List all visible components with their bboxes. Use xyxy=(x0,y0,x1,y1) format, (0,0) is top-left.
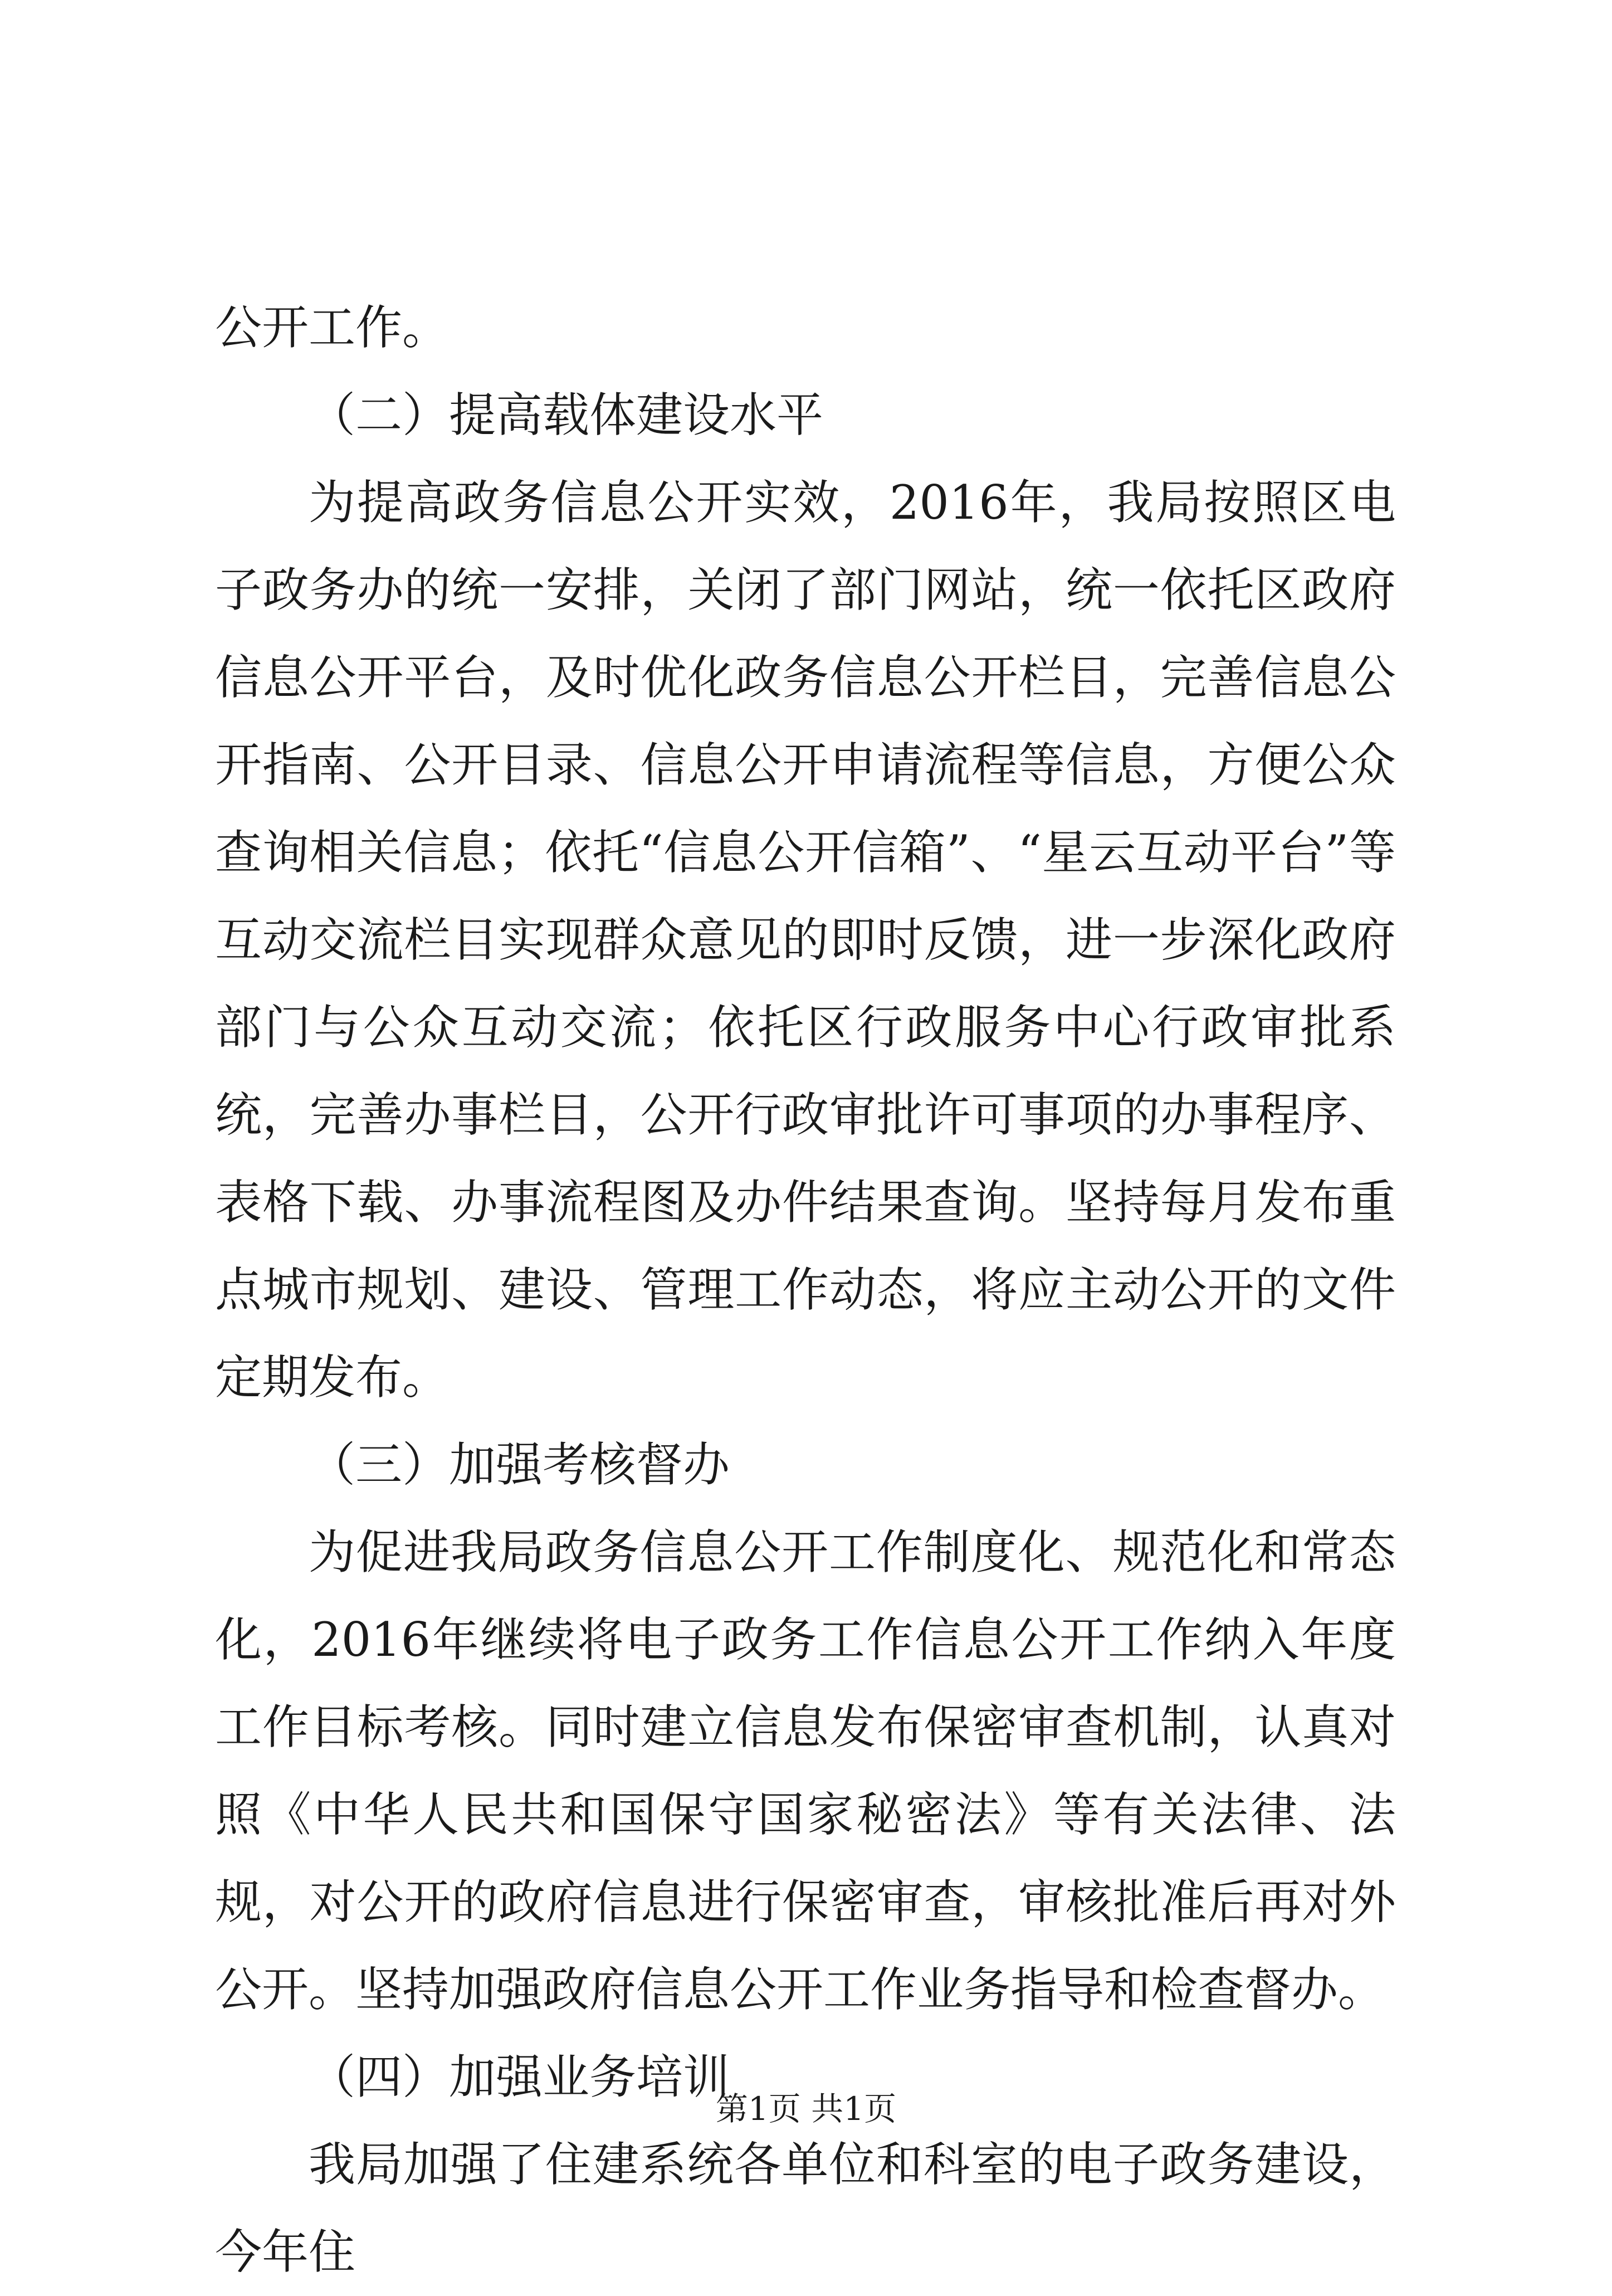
section-heading-2: （二）提高载体建设水平 xyxy=(309,388,824,442)
paragraph-continuation: 公开工作。 xyxy=(215,300,450,355)
section-heading-3: （三）加强考核督办 xyxy=(309,1437,730,1492)
section-heading-4: （四）加强业务培训 xyxy=(309,2050,730,2104)
document-body xyxy=(215,284,1396,2296)
page-number-label: 第1页 共1页 xyxy=(715,2090,897,2128)
paragraph-carrier-construction: 为提高政务信息公开实效，2016年，我局按照区电子政务办的统一安排，关闭了部门网站，统一依托区政府信息公开平台，及时优化政务信息公开栏目，完善信息公开指南、公开目录、信息公开申请流程等信息，方便公众查询相关信息；依托“信息公开信箱”、“星云互动平台”等互动交流栏目实现群众意见的即时反馈，进一步深化政府部门与公众互动交流；依托区行政服务中心行政审批系统，完善办事栏目，公开行政审批许可事项的办事程序、表格下载、办事流程图及办件结果查询。坚持每月发布重点城市规划、建设、管理工作动态，将应主动公开的文件定期发布。 xyxy=(215,475,1396,1405)
page-footer xyxy=(0,2087,1612,2131)
paragraph-assessment-supervision: 为促进我局政务信息公开工作制度化、规范化和常态化，2016年继续将电子政务工作信息公开工作纳入年度工作目标考核。同时建立信息发布保密审查机制，认真对照《中华人民共和国保守国家秘密法》等有关法律、法规，对公开的政府信息进行保密审查，审核批准后再对外公开。坚持加强政府信息公开工作业务指导和检查督办。 xyxy=(215,1525,1396,2017)
paragraph-business-training: 我局加强了住建系统各单位和科室的电子政务建设，今年住 xyxy=(215,2137,1396,2279)
